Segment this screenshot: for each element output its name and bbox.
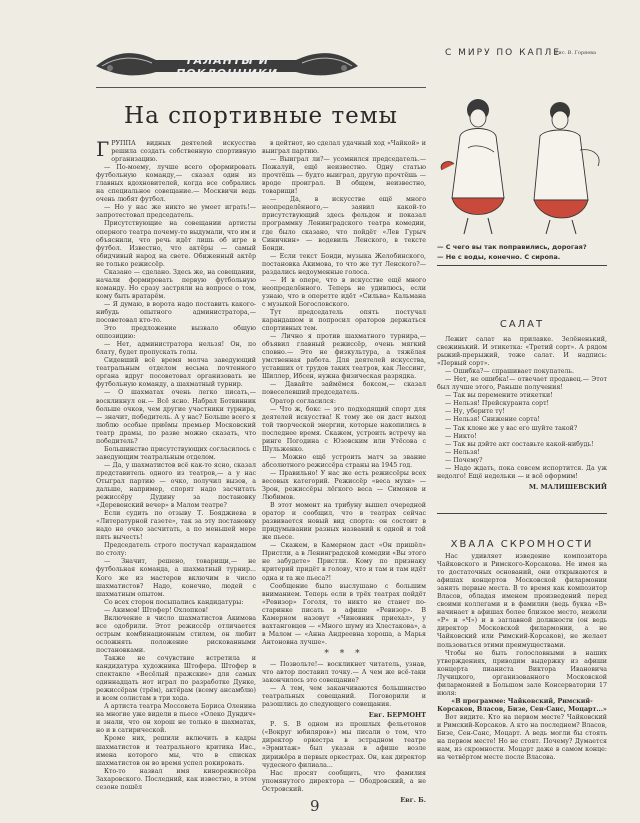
drop-cap: Г — [96, 140, 110, 161]
salat-text — [437, 336, 607, 481]
article-column-1 — [96, 140, 256, 800]
salat-paragraph: — Нельзя! — [445, 448, 480, 456]
hvala-paragraph: Чтобы не быть голословными в наших утверждениях, приводим выдержку из афиши концерта пианиста Виктора Ивановича Лучицкого, организованного Московской филармонией в Большом зале Консерватории 17 июля: — [437, 649, 607, 697]
article-paragraph: — Давайте займёмся боксом,— сказал повеселевший председатель. — [262, 381, 426, 397]
article-paragraph: — И в опере, что в искусстве ещё много неопределённого. Теперь не удивлюсь, если узнаю, что в оперетте идёт «Сильва» Кальмана с музыкой Богословского. — [262, 276, 426, 308]
article-paragraph: — Я думаю, в ворота надо поставить какого-нибудь опытного администратора,— посоветовал кто-то. — [96, 300, 256, 325]
rubric-title: С МИРУ ПО КАПЛЕ — [445, 48, 561, 58]
salat-paragraph: — Нет, не ошибка!— отвечает продавец.— Этот был лучше этого, Раньше получения! — [437, 376, 607, 392]
article-paragraph: — Да, в искусстве ещё много неопределённого,— заявил какой-то присутствующий здесь фельдон и показал программку Ленинградского театра комедии, где было сказано, что пойдёт «Лев Гурыч Синичкин» — водевиль Ленского, в тексте Бонди. — [262, 196, 426, 252]
hvala-text — [437, 553, 607, 698]
article-paragraph: — Значит, решено, товарищи,— не футбольная команда, а шахматный турнир... Кого же из мастеров включим в число шахматистов? Надо, конечно, людей с шахматным опытом. — [96, 558, 256, 598]
article-paragraph: В этот момент на трибуну вышел очередной оратор и сообщил, что в театрах сейчас развивается новый вид спорта: он состоит в придумывании разных названий к одной и той же пьесе. — [262, 502, 426, 542]
concert-program: «В программе: Чайковский, Римский-Корсаков, Власов, Бизе, Сен-Санс, Моцарт...» — [437, 697, 607, 713]
cartoon-caption-answer: — Не с воды, конечно. С сиропа. — [437, 253, 561, 261]
section-stars: * * * — [324, 648, 364, 659]
article-paragraph: Также не сочувствие встретила и кандидатура художника Штофера. Штофер в спектакле «Весёлый пражские» для самых одиннадцать нот играл по разработке Дунке, режиссёрам (трём), актёрам (всему ансамблю) и всем солистам в три хода. — [96, 655, 256, 703]
closing-question: — Позвольте!— воскликнет читатель, узнав, что автор поставил точку.— А чем же всё-таки закончилось это совещание? — [262, 661, 426, 685]
article-paragraph: Включение в число шахматистов Акимова все одобрили. Этот режиссёр отличается острым комбинационным стилем, он любит осложнять положение рискованными постановками. — [96, 614, 256, 654]
article-paragraph: А артиста театра Моссовета Бориса Оленина на многие уже видели в пьесе «Олеко Дундич» и знали, что он хорош не только в шахматах, но и в сатирической. — [96, 703, 256, 735]
article-paragraph: — Акимов! Штофер! Охлопков! — [104, 606, 209, 614]
salat-paragraph: — Ну, уберите ту! — [445, 408, 505, 416]
article-paragraph: — А тем, чем заканчиваются большинство театральных совещаний. Поговорили и разошлись до следующего совещания. — [262, 685, 426, 709]
salat-paragraph: — Ошибка?— спрашивает покупатель. — [445, 368, 574, 376]
hvala-paragraph: Нас удивляет изведение композитора Чайковского и Римского-Корсакова. Не имея на то достаточных оснований, они открываются в афишах концертов Московской филармонии занять первые места. В то время как композитор Власов, обладая именем произведений перед своими коллегами и в фамилии (ведь буква «В» начинает в афишах более близкое место, нежели «Р» и «Ч») и в заглавной должности (он ведь директор Московской филармонии, а не Чайковский или Римский-Корсаков), не желает пользоваться этими преимуществами. — [437, 553, 607, 649]
article-paragraph: Со всех сторон посыпались кандидатуры: — [104, 598, 244, 606]
article-paragraph: — Можно ещё устроить матч за звание абсолютного режиссёра страны на 1945 год. — [262, 453, 426, 469]
salat-paragraph: Лежит салат на прилавке. Зелёненький, свежинький. И этикетка: «Третий сорт». А рядом рыжий-прерыжий, тоже салат. И надпись: «Первый сорт». — [437, 336, 607, 368]
article-paragraph: — Правильно! У нас же есть режиссёры всех весовых категорий. Режиссёр «веса мухи» — Зрон, режиссёры лёгкого веса — Симонов и Любимов. — [262, 469, 426, 502]
article-paragraph: Если судить по отзыву Т. Бояджиева в «Литературной газете», так за эту постановку надо не очко засчитать, а по меньшей мере пять вычесть! — [96, 510, 256, 542]
article-signature: Евг. БЕРМОНТ — [368, 711, 426, 720]
article-paragraph: — Но у нас же никто не умеет играть!— запротестовал председатель. — [96, 204, 256, 220]
article-paragraph: РУППА видных деятелей искусства решила создать собственную спортивную организацию. — [111, 140, 256, 164]
cartoon-caption-question: — С чего вы так поправились, дорогая? — [437, 243, 587, 251]
article-paragraph: — Скажем, в Камерном даст «Он пришёл» Пристли, а в Ленинградской комедии «Вы этого не забудете» Пристли. Кому по признаку критерий придёт в голову, что и там и там идёт одна и та же пьеса?! — [262, 542, 426, 582]
article-paragraph: Присутствующие на совещании артисты оперного театра почему-то выдумали, что им и объяснили, что речь идёт лишь об игре в футбол. Известно, что актёры — самый обидчивый народ на свете. Обиженный актёр не только режиссёр. — [96, 220, 256, 268]
postscript-correction: Нас просят сообщить, что фамилия упомянутого директора — Ободровский, а не Островский. — [262, 769, 426, 793]
article-paragraph: — Да, у шахматистов всё как-то ясно, сказал представитель одного из театров,— а у нас Отыграл партию — очко, получил вызов, а дальше, например, спорят надо засчитать режиссёру Дудину за постановку «Деревенский вечер» в Малом театре? — [96, 461, 256, 510]
salat-paragraph: — Так вы перемените этикетки! — [445, 392, 553, 400]
article-paragraph: Кто-то назвал имя кинорежиссёра Захаровского. Последний, как известно, в этом сезоне пошёл — [96, 767, 256, 791]
article-column-2 — [262, 140, 426, 805]
salat-paragraph: — Нельзя! Прейскуранта сорт! — [445, 400, 550, 408]
salat-rule — [437, 513, 607, 514]
article-paragraph: Сказано — сделано. Здесь же, на совещании, начали формировать первую футбольную команду. Но сразу застряли на вопросе о том, кому быть вратарём. — [96, 268, 256, 300]
salat-signature: М. МАЛИШЕВСКИЙ — [528, 482, 607, 491]
article-paragraph: Тут председатель опять постучал карандашом и попросил ораторов держаться спортивных тем. — [262, 308, 426, 333]
hvala-column — [437, 553, 607, 803]
article-paragraph: Председатель строго постучал карандашом по столу: — [96, 542, 256, 558]
postscript: Р. S. В одном из прошлых фельетонов («Вокруг юбиляров») мы писали о том, что директор оркестра в эстрадном театре «Эрмитаж» был указан в афише возле дирижёра в первых оркестрах. Он, как директор чудесного филиала... — [262, 721, 426, 769]
section-banner — [96, 46, 358, 80]
banner-title: ТАЛАНТЫ И ПОКЛОННИКИ — [176, 54, 278, 80]
article-paragraph: в цейтнот, но сделал удачный ход «Чайкой» и выиграл партию. — [262, 140, 426, 156]
postscript-signature: Евг. Б. — [400, 795, 426, 804]
article-paragraph: Это предложение вызвало общую оппозицию: — [96, 325, 256, 341]
page-number: 9 — [310, 797, 320, 815]
salat-paragraph: — Так клоне же у вас его шуйте такой? — [445, 424, 578, 432]
article-paragraph: Кроме них, решили включить в кадры шахматистов и театрального критика Ивс., имена которого мы, что в списках шахматистов он во время успел рокировать. — [96, 735, 256, 767]
article-paragraph: — По-моему, лучше всего сформировать футбольную команду,— сказал один из главных вдохновителей, когда все собрались на специальное совещание.— Москвичи ведь очень любят футбол. — [96, 164, 256, 204]
column-2-text — [262, 140, 426, 647]
illustration-credit: Рис. В. Горяева — [555, 50, 596, 56]
salat-title: САЛАТ — [499, 319, 545, 330]
salat-paragraph: — Почему? — [445, 456, 483, 464]
cartoon-rule — [437, 265, 607, 266]
article-paragraph: — Что ж, бокс — это подходящий спорт для деятелей искусства! К тому же он даст выход той творческой энергии, которые накопились в последнее время. Скажем, устроить встречу на ринге Погодина с Юзовским или Утёсова с Шульженко. — [262, 405, 426, 453]
salat-paragraph: — Никто! — [445, 432, 477, 440]
article-title: На спортивные темы — [124, 103, 398, 129]
article-paragraph: — О шахматах очень легко писать,— воскликнул он.— Всё ясно. Набрал Ботвинник больше очков, чем другие участники турнира,— значит, победитель. А у нас? Больше всего я люблю особые приёмы премьер Московский театр драмы, по разве можно сказать, что победитель? — [96, 389, 256, 445]
hvala-title: ХВАЛА СКРОМНОСТИ — [450, 539, 594, 550]
article-paragraph: — Лично я против шахматного турнира,— объявил главный режиссёр, очень мягкий словно.— Это не физкультура, а тяжёлая умственная работа. Для деятелей искусства, уставших от трудов таких театров, как Лессинг, Шиллер, Ибсен, нужна физическая разрядка. — [262, 333, 426, 381]
article-paragraph: — Если текст Бонди, музыка Желобинского, постановка Акимова, то что же тут Ленского?— раздались недоуменные голоса. — [262, 252, 426, 276]
salat-paragraph: — Так вы дэйте акт составьте какой-нибудь! — [445, 440, 594, 448]
cartoon-illustration — [438, 88, 608, 238]
article-paragraph: Большинство присутствующих согласилось с заведующим театральным отделом. — [96, 445, 256, 461]
column-1-text — [96, 140, 256, 792]
salat-paragraph: — Надо ждать, пока совсем испортится. Да уж недолго! Ещё недельки — и всё оформим! — [437, 464, 607, 480]
salat-column — [437, 336, 607, 494]
article-paragraph: — Нет, администратора нельзя! Он, по блату, будет пропускать голы. — [96, 341, 256, 357]
article-paragraph: Сообщение было выслушано с большим вниманием. Теперь если в трёх театрах пойдёт «Ревизор» Гоголя, то никто не станет по-старинке писать в афише «Ревизор». В Камерном назовут «Чиновник приехал», у вахтанговцев — «Много шуму из Хлестакова», а в Малом — «Анна Андреевна хороша, а Марья Антоновна лучше». — [262, 582, 426, 646]
hvala-text-2 — [437, 714, 607, 762]
article-paragraph: — Выиграл ли?— усомнился председатель.— Пожалуй, ещё неизвестно. Одну статью прочтёшь — будто выиграл, другую прочтёшь — вроде проиграл. В общем, неизвестно, товарищи! — [262, 156, 426, 196]
article-paragraph: Оратор согласился: — [270, 397, 336, 405]
hvala-paragraph: Вот видите. Кто на первом месте? Чайковский и Римский-Корсаков. А кто на последнем? Власов, Бизе, Сен-Санс, Моцарт. А ведь могли бы стоять на первом месте! Но не стоят. Почему? Думается нам, из скромности. Моцарт даже в самом конце: на четвёртом месте после Власова. — [437, 713, 607, 762]
salat-paragraph: — Нельзя! Снижение сорта! — [445, 416, 540, 424]
article-paragraph: Сидевший всё время молча заведующий театральным отделом весьма почтенного органа вдруг посоветовал организовать не футбольную команду, а шахматный турнир. — [96, 357, 256, 389]
top-rule — [96, 87, 426, 88]
